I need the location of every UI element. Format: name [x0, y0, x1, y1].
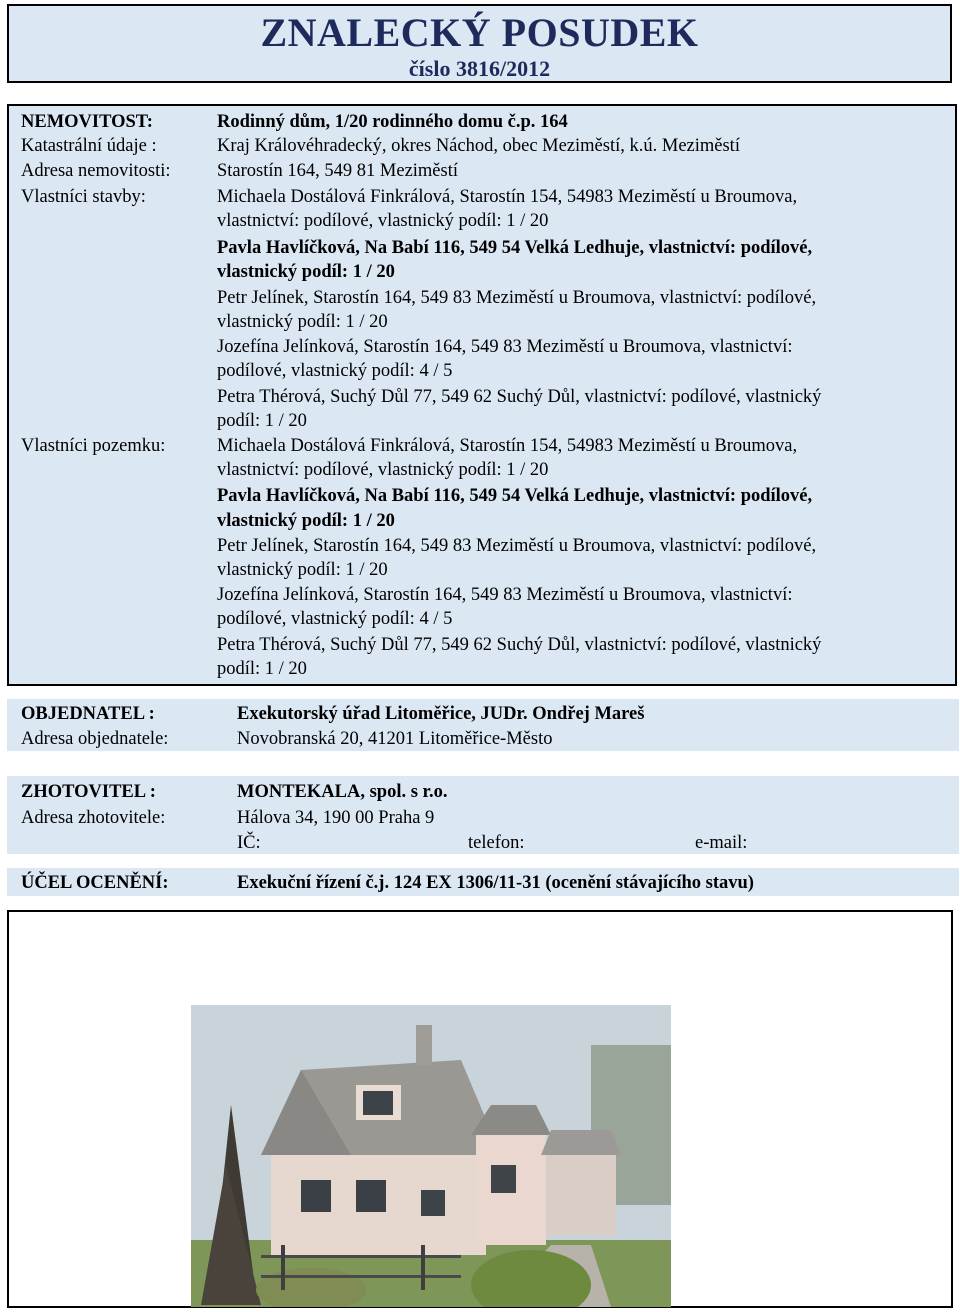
zhotovitel-value: MONTEKALA, spol. s r.o. [237, 782, 448, 802]
document-title: ZNALECKÝ POSUDEK [260, 10, 699, 55]
adresa-objednatele-value: Novobranská 20, 41201 Litoměřice-Město [237, 729, 553, 749]
adresa-zhotovitele-label: Adresa zhotovitele: [21, 808, 166, 828]
nemovitost-label: NEMOVITOST: [21, 112, 153, 132]
vlastnik-stavby-line: Petra Thérová, Suchý Důl 77, 549 62 Suchý Důl, vlastnictví: podílové, vlastnický [217, 387, 822, 407]
house-photo [191, 1005, 671, 1307]
house-illustration [191, 1005, 671, 1307]
adresa-objednatele-label: Adresa objednatele: [21, 729, 169, 749]
vlastnik-stavby-line: Pavla Havlíčková, Na Babí 116, 549 54 Velká Ledhuje, vlastnictví: podílové, [217, 238, 813, 258]
objednatel-label: OBJEDNATEL : [21, 704, 155, 724]
vlastnik-pozemku-line: vlastnický podíl: 1 / 20 [217, 560, 388, 580]
vlastnik-stavby-line: podílové, vlastnický podíl: 4 / 5 [217, 361, 453, 381]
adresa-nemovitosti-label: Adresa nemovitosti: [21, 161, 171, 181]
ic-label: IČ: [237, 833, 261, 853]
vlastnik-pozemku-line: podílové, vlastnický podíl: 4 / 5 [217, 609, 453, 629]
adresa-nemovitosti-value: Starostín 164, 549 81 Meziměstí [217, 161, 458, 181]
ucel-oceneni-label: ÚČEL OCENĚNÍ: [21, 873, 169, 893]
vlastnik-stavby-line: Petr Jelínek, Starostín 164, 549 83 Meziměstí u Broumova, vlastnictví: podílové, [217, 288, 817, 308]
vlastnik-pozemku-line: Jozefína Jelínková, Starostín 164, 549 83 Meziměstí u Broumova, vlastnictví: [217, 585, 793, 605]
zhotovitel-label: ZHOTOVITEL : [21, 782, 156, 802]
vlastnik-pozemku-line: Petra Thérová, Suchý Důl 77, 549 62 Suchý Důl, vlastnictví: podílové, vlastnický [217, 635, 822, 655]
vlastnik-pozemku-line: Petr Jelínek, Starostín 164, 549 83 Meziměstí u Broumova, vlastnictví: podílové, [217, 536, 817, 556]
title-box [7, 4, 952, 83]
adresa-zhotovitele-value: Hálova 34, 190 00 Praha 9 [237, 808, 435, 828]
katastr-value: Kraj Královéhradecký, okres Náchod, obec Meziměstí, k.ú. Meziměstí [217, 136, 740, 156]
email-label: e-mail: [695, 833, 748, 853]
vlastnik-stavby-line: vlastnický podíl: 1 / 20 [217, 262, 395, 282]
objednatel-value: Exekutorský úřad Litoměřice, JUDr. Ondřej Mareš [237, 704, 645, 724]
vlastnik-pozemku-line: Michaela Dostálová Finkrálová, Starostín 154, 54983 Meziměstí u Broumova, [217, 436, 798, 456]
vlastnik-stavby-line: vlastnictví: podílové, vlastnický podíl: 1 / 20 [217, 211, 549, 231]
nemovitost-value: Rodinný dům, 1/20 rodinného domu č.p. 164 [217, 112, 568, 132]
vlastnik-pozemku-line: podíl: 1 / 20 [217, 659, 307, 679]
vlastnici-stavby-label: Vlastníci stavby: [21, 187, 146, 207]
vlastnik-stavby-line: Michaela Dostálová Finkrálová, Starostín 154, 54983 Meziměstí u Broumova, [217, 187, 798, 207]
ucel-oceneni-value: Exekuční řízení č.j. 124 EX 1306/11-31 (ocenění stávajícího stavu) [237, 873, 754, 893]
vlastnik-pozemku-line: vlastnictví: podílové, vlastnický podíl: 1 / 20 [217, 460, 549, 480]
phone-label: telefon: [468, 833, 525, 853]
document-number: číslo 3816/2012 [408, 56, 551, 81]
vlastnik-stavby-line: vlastnický podíl: 1 / 20 [217, 312, 388, 332]
vlastnik-stavby-line: Jozefína Jelínková, Starostín 164, 549 83 Meziměstí u Broumova, vlastnictví: [217, 337, 793, 357]
katastr-label: Katastrální údaje : [21, 136, 157, 156]
vlastnik-pozemku-line: Pavla Havlíčková, Na Babí 116, 549 54 Velká Ledhuje, vlastnictví: podílové, [217, 486, 813, 506]
vlastnici-pozemku-label: Vlastníci pozemku: [21, 436, 166, 456]
vlastnik-pozemku-line: vlastnický podíl: 1 / 20 [217, 511, 395, 531]
vlastnik-stavby-line: podíl: 1 / 20 [217, 411, 307, 431]
